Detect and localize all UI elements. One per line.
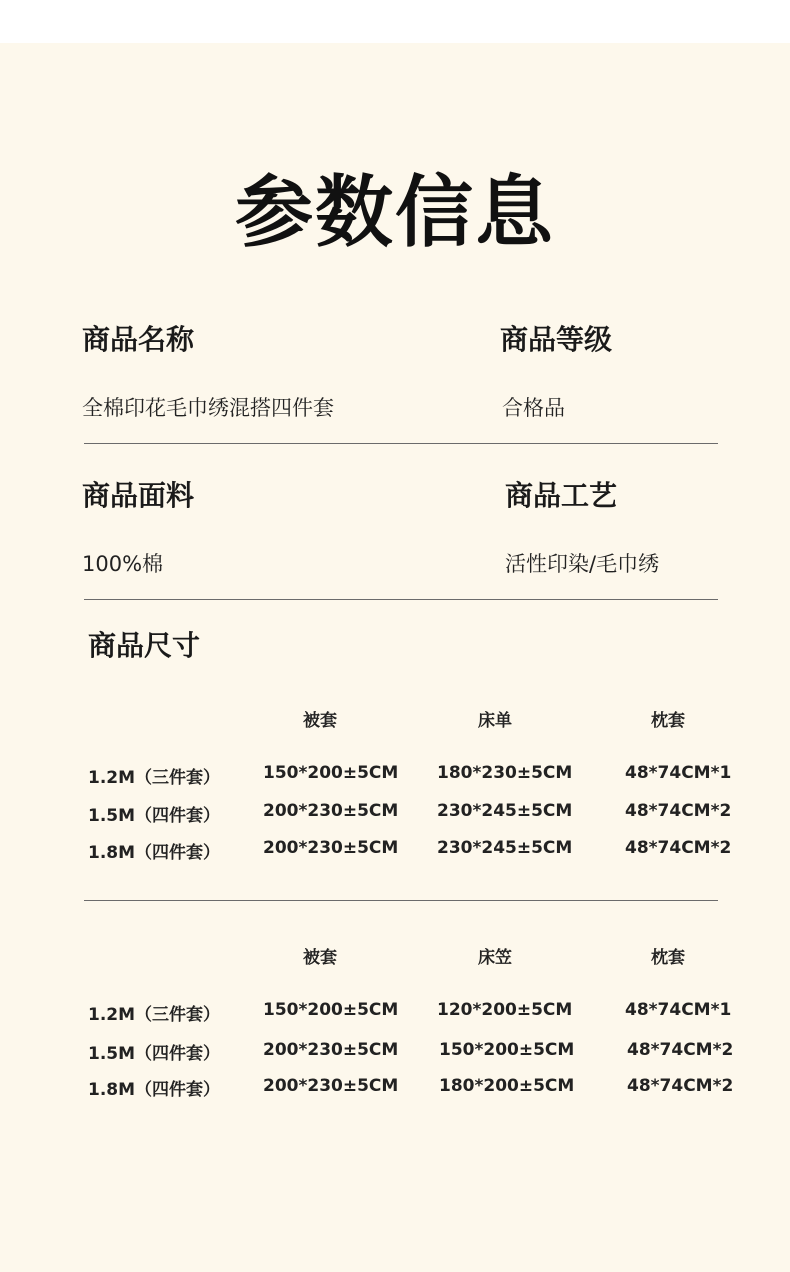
- table2-cell: 48*74CM*1: [625, 1000, 732, 1020]
- table2-row-label: 1.2M（三件套）: [88, 1005, 221, 1025]
- table1-cell: 48*74CM*2: [625, 838, 732, 858]
- table2-row-label: 1.5M（四件套）: [88, 1044, 221, 1064]
- product-craft-value: 活性印染/毛巾绣: [505, 552, 660, 576]
- table1-cell: 200*230±5CM: [263, 838, 399, 858]
- product-grade-label: 商品等级: [500, 323, 613, 356]
- page-title: 参数信息: [234, 168, 555, 258]
- table1-row-label: 1.8M（四件套）: [88, 843, 221, 863]
- table2-cell: 200*230±5CM: [263, 1076, 399, 1096]
- table2-header: 枕套: [651, 948, 685, 968]
- table1-header: 床单: [478, 711, 512, 731]
- table2-row-label: 1.8M（四件套）: [88, 1080, 221, 1100]
- table2-cell: 150*200±5CM: [439, 1040, 575, 1060]
- table2-cell: 180*200±5CM: [439, 1076, 575, 1096]
- product-grade-value: 合格品: [502, 396, 565, 420]
- product-fabric-value: 100%棉: [82, 552, 164, 576]
- divider: [84, 443, 718, 444]
- table1-header: 被套: [303, 711, 337, 731]
- table2-header: 床笠: [478, 948, 512, 968]
- table1-cell: 48*74CM*2: [625, 801, 732, 821]
- product-name-value: 全棉印花毛巾绣混搭四件套: [82, 396, 334, 420]
- table2-cell: 48*74CM*2: [627, 1040, 734, 1060]
- divider: [84, 900, 718, 901]
- product-name-label: 商品名称: [82, 323, 195, 356]
- table1-header: 枕套: [651, 711, 685, 731]
- table1-row-label: 1.5M（四件套）: [88, 806, 221, 826]
- product-craft-label: 商品工艺: [505, 479, 618, 512]
- table2-cell: 48*74CM*2: [627, 1076, 734, 1096]
- table1-cell: 180*230±5CM: [437, 763, 573, 783]
- table1-cell: 200*230±5CM: [263, 801, 399, 821]
- table2-cell: 120*200±5CM: [437, 1000, 573, 1020]
- table1-cell: 230*245±5CM: [437, 801, 573, 821]
- divider: [84, 599, 718, 600]
- table1-cell: 150*200±5CM: [263, 763, 399, 783]
- table1-cell: 48*74CM*1: [625, 763, 732, 783]
- product-fabric-label: 商品面料: [82, 479, 195, 512]
- size-section-label: 商品尺寸: [88, 629, 201, 662]
- table2-cell: 150*200±5CM: [263, 1000, 399, 1020]
- table2-cell: 200*230±5CM: [263, 1040, 399, 1060]
- table1-row-label: 1.2M（三件套）: [88, 768, 221, 788]
- table1-cell: 230*245±5CM: [437, 838, 573, 858]
- table2-header: 被套: [303, 948, 337, 968]
